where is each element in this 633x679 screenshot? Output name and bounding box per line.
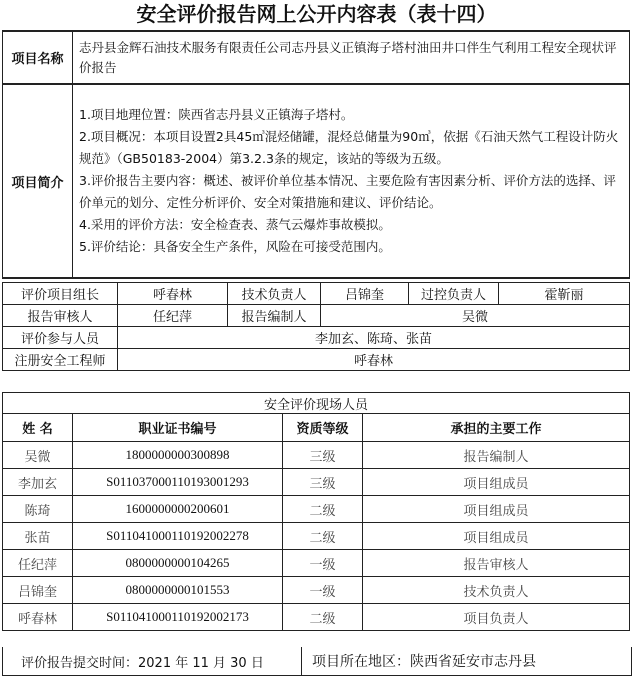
project-intro-body [73,84,630,278]
header-level: 资质等级 [283,414,363,442]
process-label: 过控负责人 [409,283,499,305]
staff-name: 任纪萍 [3,550,73,577]
staff-level: 三级 [283,469,363,496]
staff-cert: 0800000000104265 [73,550,283,577]
engineer-value: 呼春林 [118,349,630,371]
intro-line: 4.采用的评价方法：安全检查表、蒸气云爆炸事故模拟。 [79,217,391,232]
staff-name: 吕锦奎 [3,577,73,604]
staff-duty: 报告编制人 [363,442,630,469]
reviewer-value: 任纪萍 [118,305,228,327]
staff-level: 二级 [283,496,363,523]
staff-cert: S011041000110192002278 [73,523,283,550]
project-info-table [2,30,630,279]
staff-duty: 项目组成员 [363,469,630,496]
project-name-value: 志丹县金辉石油技术服务有限责任公司志丹县义正镇海子塔村油田井口伴生气利用工程安全现状评价报告 [73,31,630,84]
engineer-label: 注册安全工程师 [3,349,118,371]
table-row [3,496,630,523]
staff-duty: 报告审核人 [363,550,630,577]
table-row [3,442,630,469]
staff-name: 张苗 [3,523,73,550]
intro-line: 5.评价结论：具备安全生产条件，风险在可接受范围内。 [79,239,391,254]
table-row [3,604,630,631]
footer-row [2,647,632,676]
staff-level: 三级 [283,442,363,469]
page-title: 安全评价报告网上公开内容表（表十四） [136,2,497,26]
staff-name: 陈琦 [3,496,73,523]
staff-duty: 项目组成员 [363,496,630,523]
staff-level: 二级 [283,604,363,631]
staff-cert: 1600000000200601 [73,496,283,523]
tech-value: 吕锦奎 [321,283,409,305]
leader-label: 评价项目组长 [3,283,118,305]
reviewer-label: 报告审核人 [3,305,118,327]
table-row [3,469,630,496]
staff-level: 一级 [283,577,363,604]
table-row [3,577,630,604]
header-name: 姓 名 [3,414,73,442]
header-cert: 职业证书编号 [73,414,283,442]
staff-name: 吴微 [3,442,73,469]
staff-level: 一级 [283,550,363,577]
project-location: 项目所在地区：陕西省延安市志丹县 [312,654,536,670]
staff-duty: 项目组成员 [363,523,630,550]
intro-line: 1.项目地理位置：陕西省志丹县义正镇海子塔村。 [79,107,354,122]
intro-line: 3.评价报告主要内容：概述、被评价单位基本情况、主要危险有害因素分析、评价方法的选择、评价单元的划分、定性分析评价、安全对策措施和建议、评价结论。 [79,173,616,210]
writer-label: 报告编制人 [228,305,321,327]
staff-cert: 1800000000300898 [73,442,283,469]
staff-cert: S011037000110193001293 [73,469,283,496]
onsite-section-label: 安全评价现场人员 [3,393,630,414]
participants-label: 评价参与人员 [3,327,118,349]
staff-cert: S011041000110192002173 [73,604,283,631]
header-duty: 承担的主要工作 [363,414,630,442]
project-intro-label: 项目简介 [3,84,73,278]
participants-value: 李加玄、陈琦、张苗 [118,327,630,349]
table-row [3,523,630,550]
process-value: 霍靳丽 [499,283,630,305]
table-row [3,550,630,577]
intro-line: 2.项目概况：本项目设置2具45㎥混烃储罐，混烃总储量为90㎥，依据《石油天然气工程设计防火规范》（GB50183-2004）第3.2.3条的规定，该站的等级为五级。 [79,129,619,166]
roles-table [2,282,630,371]
staff-level: 二级 [283,523,363,550]
project-name-label: 项目名称 [3,31,73,84]
writer-value: 吴微 [321,305,630,327]
staff-name: 李加玄 [3,469,73,496]
submit-date: 评价报告提交时间：2021 年 11 月 30 日 [3,647,302,675]
staff-cert: 0800000000101553 [73,577,283,604]
staff-duty: 项目负责人 [363,604,630,631]
tech-label: 技术负责人 [228,283,321,305]
staff-name: 呼春林 [3,604,73,631]
leader-value: 呼春林 [118,283,228,305]
staff-duty: 技术负责人 [363,577,630,604]
onsite-staff-table [2,392,630,631]
